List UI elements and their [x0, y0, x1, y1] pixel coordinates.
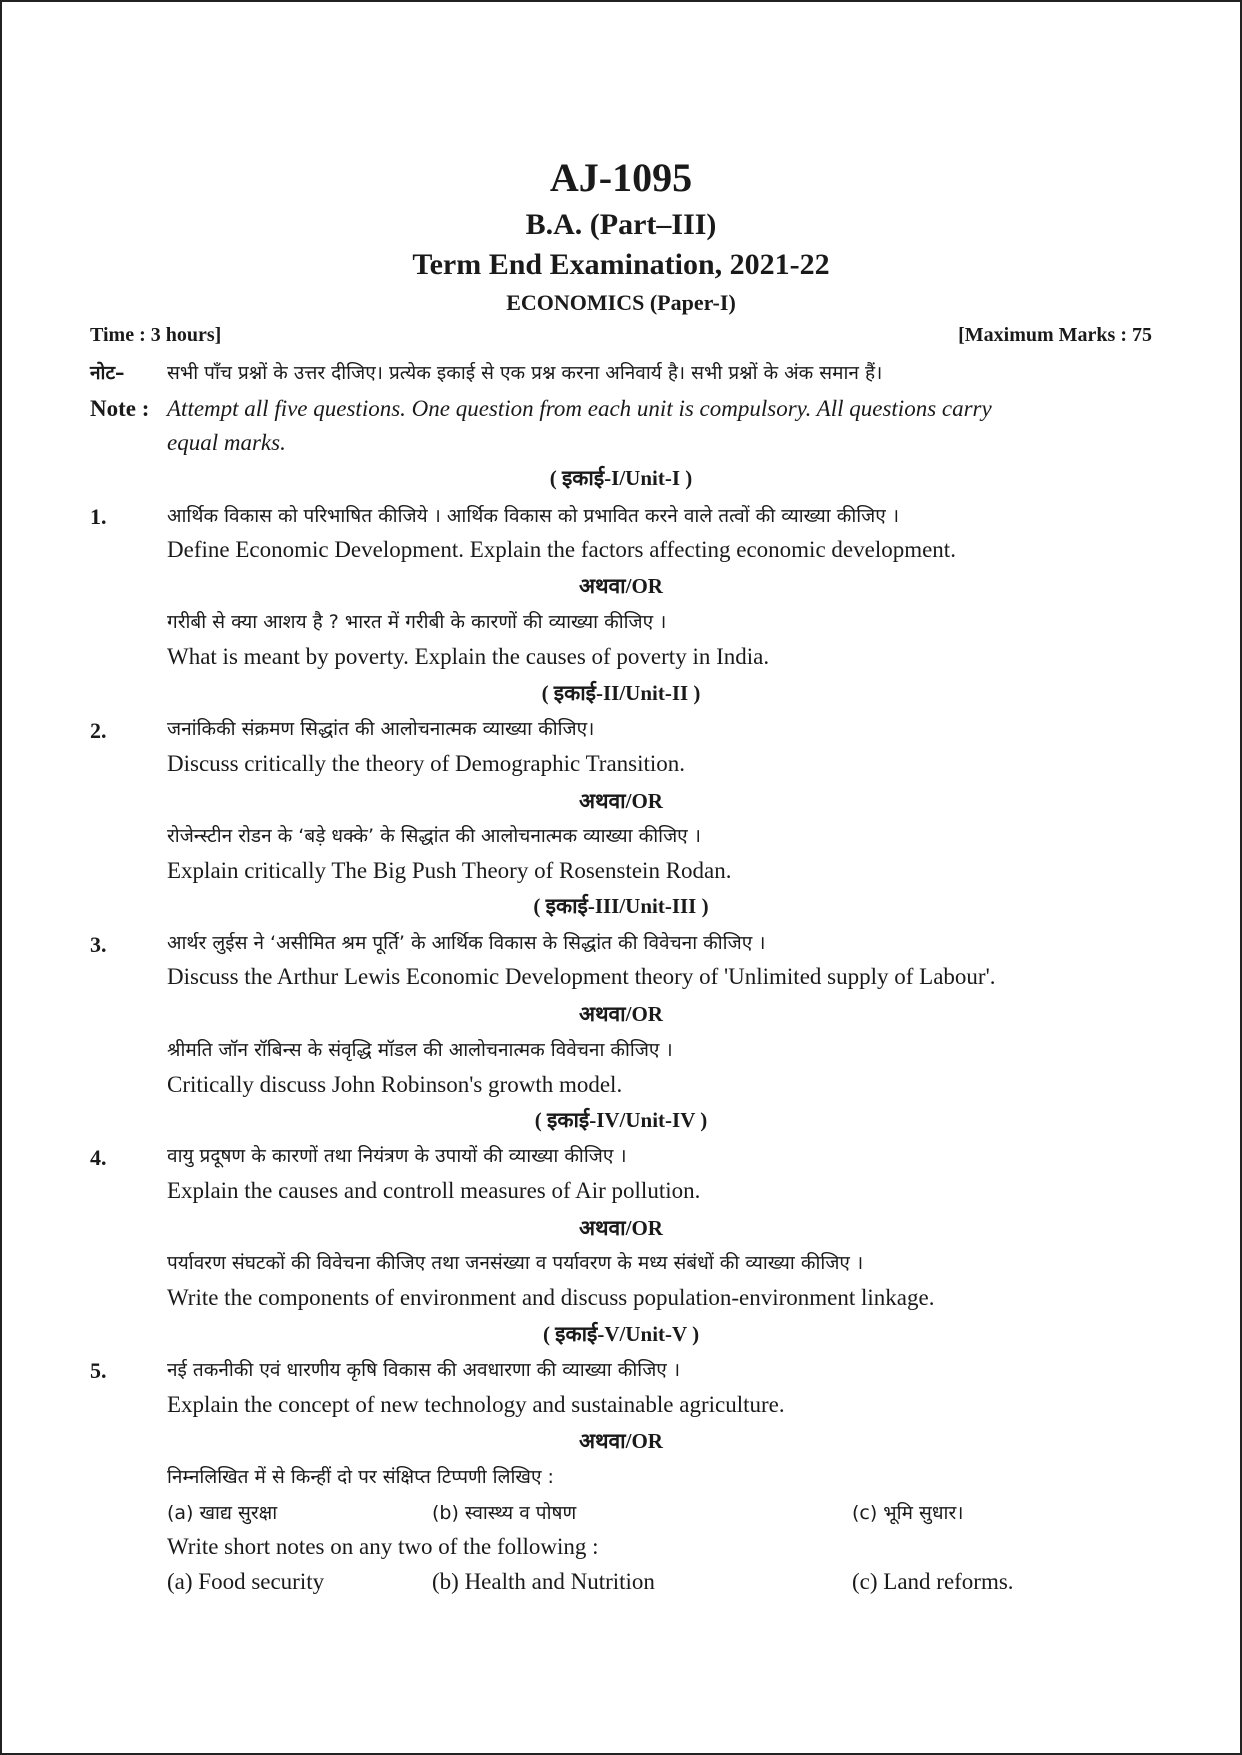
note-en-text-1: Attempt all five questions. One question from each unit is compulsory. All questions carry [167, 396, 992, 421]
q1b-hindi: गरीबी से क्या आशय है ? भारत में गरीबी के कारणों की व्याख्या कीजिए । [167, 611, 667, 633]
q2b-english: Explain critically The Big Push Theory of Rosenstein Rodan. [167, 858, 732, 883]
or-divider-1: अथवा/OR [579, 574, 663, 598]
time-marks-bar [90, 324, 1152, 347]
unit-heading-1: ( इकाई-I/Unit-I ) [549, 466, 693, 490]
question-number-3: 3. [90, 932, 107, 957]
q5b-english: Write short notes on any two of the following : [167, 1534, 599, 1559]
q4b-english: Write the components of environment and discuss population-environment linkage. [167, 1285, 935, 1310]
note-en-label: Note : [90, 396, 150, 421]
or-divider-4: अथवा/OR [579, 1216, 663, 1240]
class-title: B.A. (Part–III) [525, 208, 717, 241]
q4b-hindi: पर्यावरण संघटकों की विवेचना कीजिए तथा जनसंख्या व पर्यावरण के मध्य संबंधों की व्याख्या कीजिए । [167, 1252, 864, 1274]
q4a-hindi: वायु प्रदूषण के कारणों तथा नियंत्रण के उपायों की व्याख्या कीजिए । [167, 1145, 627, 1167]
question-number-4: 4. [90, 1145, 107, 1170]
q3b-hindi: श्रीमति जॉन रॉबिन्स के संवृद्धि मॉडल की आलोचनात्मक विवेचना कीजिए । [167, 1039, 673, 1061]
time-label: Time : 3 hours] [90, 324, 222, 346]
q3a-english: Discuss the Arthur Lewis Economic Development theory of 'Unlimited supply of Labour'. [167, 964, 996, 989]
unit-heading-4: ( इकाई-IV/Unit-IV ) [534, 1108, 708, 1132]
q2a-english: Discuss critically the theory of Demographic Transition. [167, 751, 686, 776]
subject-title: ECONOMICS (Paper-I) [506, 290, 736, 315]
q5-option-a-english: (a) Food security [167, 1569, 325, 1594]
q2b-hindi: रोजेन्स्टीन रोडन के ‘बड़े धक्के’ के सिद्धांत की आलोचनात्मक व्याख्या कीजिए । [167, 825, 701, 847]
q4a-english: Explain the causes and controll measures of Air pollution. [167, 1178, 701, 1203]
question-number-1: 1. [90, 504, 107, 529]
note-hi-label: नोट– [90, 362, 125, 384]
question-number-5: 5. [90, 1358, 107, 1383]
question-number-2: 2. [90, 718, 107, 743]
unit-heading-3: ( इकाई-III/Unit-III ) [533, 894, 709, 918]
note-hi-text: सभी पाँच प्रश्नों के उत्तर दीजिए। प्रत्येक इकाई से एक प्रश्न करना अनिवार्य है। सभी प्रश्नों के अंक समान हैं। [167, 362, 883, 384]
or-divider-3: अथवा/OR [579, 1002, 663, 1026]
q1b-english: What is meant by poverty. Explain the causes of poverty in India. [167, 644, 770, 669]
or-divider-2: अथवा/OR [579, 789, 663, 813]
exam-title: Term End Examination, 2021-22 [412, 248, 830, 281]
q5a-english: Explain the concept of new technology and sustainable agriculture. [167, 1392, 785, 1417]
note-en-text-2: equal marks. [167, 430, 286, 455]
q1a-hindi: आर्थिक विकास को परिभाषित कीजिये । आर्थिक विकास को प्रभावित करने वाले तत्वों की व्याख्या कीजिए । [167, 505, 900, 527]
paper-code: AJ-1095 [549, 155, 693, 200]
or-divider-5: अथवा/OR [579, 1429, 663, 1453]
q5-option-c-english: (c) Land reforms. [852, 1569, 1014, 1594]
q5-option-b-hindi: (b) स्वास्थ्य व पोषण [432, 1502, 577, 1524]
unit-heading-5: ( इकाई-V/Unit-V ) [542, 1322, 700, 1346]
q1a-english: Define Economic Development. Explain the factors affecting economic development. [167, 537, 956, 562]
q5-option-a-hindi: (a) खाद्य सुरक्षा [167, 1502, 278, 1524]
max-marks-label: [Maximum Marks : 75 [958, 324, 1152, 346]
q5-option-c-hindi: (c) भूमि सुधार। [852, 1502, 964, 1524]
q5-option-b-english: (b) Health and Nutrition [432, 1569, 655, 1594]
unit-heading-2: ( इकाई-II/Unit-II ) [541, 681, 701, 705]
q5a-hindi: नई तकनीकी एवं धारणीय कृषि विकास की अवधारणा की व्याख्या कीजिए । [167, 1359, 681, 1381]
q3a-hindi: आर्थर लुईस ने ‘असीमित श्रम पूर्ति’ के आर्थिक विकास के सिद्धांत की विवेचना कीजिए । [167, 932, 766, 954]
q3b-english: Critically discuss John Robinson's growth model. [167, 1072, 623, 1097]
q5b-hindi: निम्नलिखित में से किन्हीं दो पर संक्षिप्त टिप्पणी लिखिए : [167, 1466, 554, 1488]
q2a-hindi: जनांकिकी संक्रमण सिद्धांत की आलोचनात्मक व्याख्या कीजिए। [167, 718, 595, 740]
